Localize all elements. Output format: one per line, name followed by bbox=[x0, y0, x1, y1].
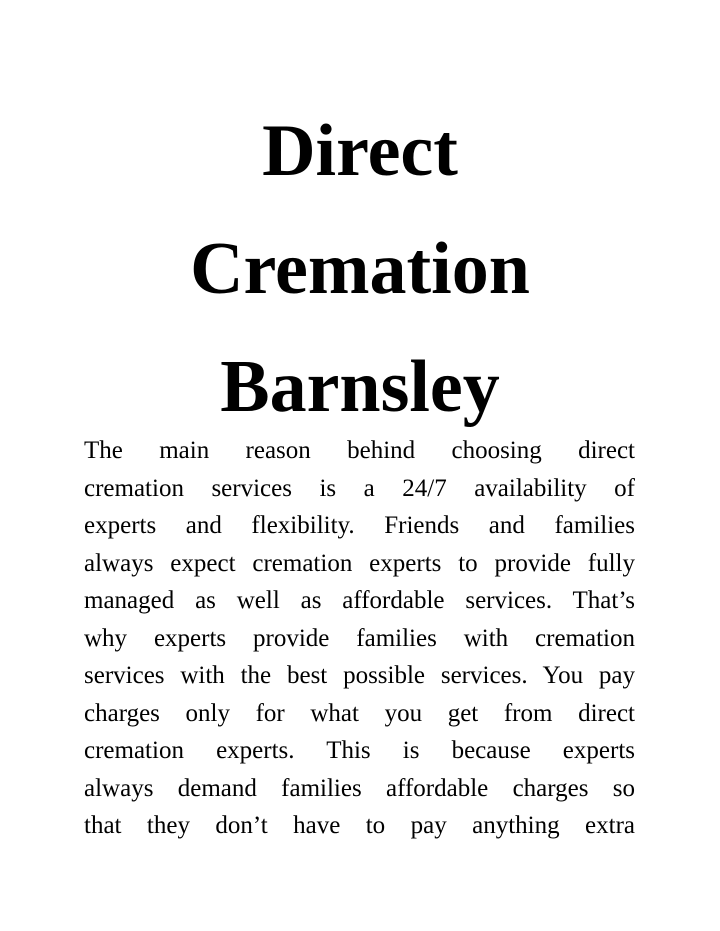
body-line: cremation services is a 24/7 availability of bbox=[84, 474, 635, 502]
body-line: managed as well as affordable services. That’s bbox=[84, 587, 635, 614]
body-line: services with the best possible services. You pay bbox=[84, 662, 635, 689]
title-line: Cremation bbox=[190, 228, 530, 310]
title-line: Direct bbox=[262, 110, 458, 192]
body-paragraph bbox=[84, 432, 635, 845]
document-title bbox=[0, 92, 720, 446]
body-line: always expect cremation experts to provide fully bbox=[84, 549, 635, 577]
body-line: always demand families affordable charges so bbox=[84, 774, 635, 802]
title-line: Barnsley bbox=[220, 346, 500, 428]
body-line: cremation experts. This is because experts bbox=[84, 737, 635, 764]
body-line: why experts provide families with cremation bbox=[84, 624, 635, 652]
body-line: The main reason behind choosing direct bbox=[84, 437, 635, 464]
body-line: that they don’t have to pay anything extra bbox=[84, 812, 635, 839]
body-line: experts and flexibility. Friends and families bbox=[84, 512, 635, 539]
body-line: charges only for what you get from direct bbox=[84, 699, 635, 727]
